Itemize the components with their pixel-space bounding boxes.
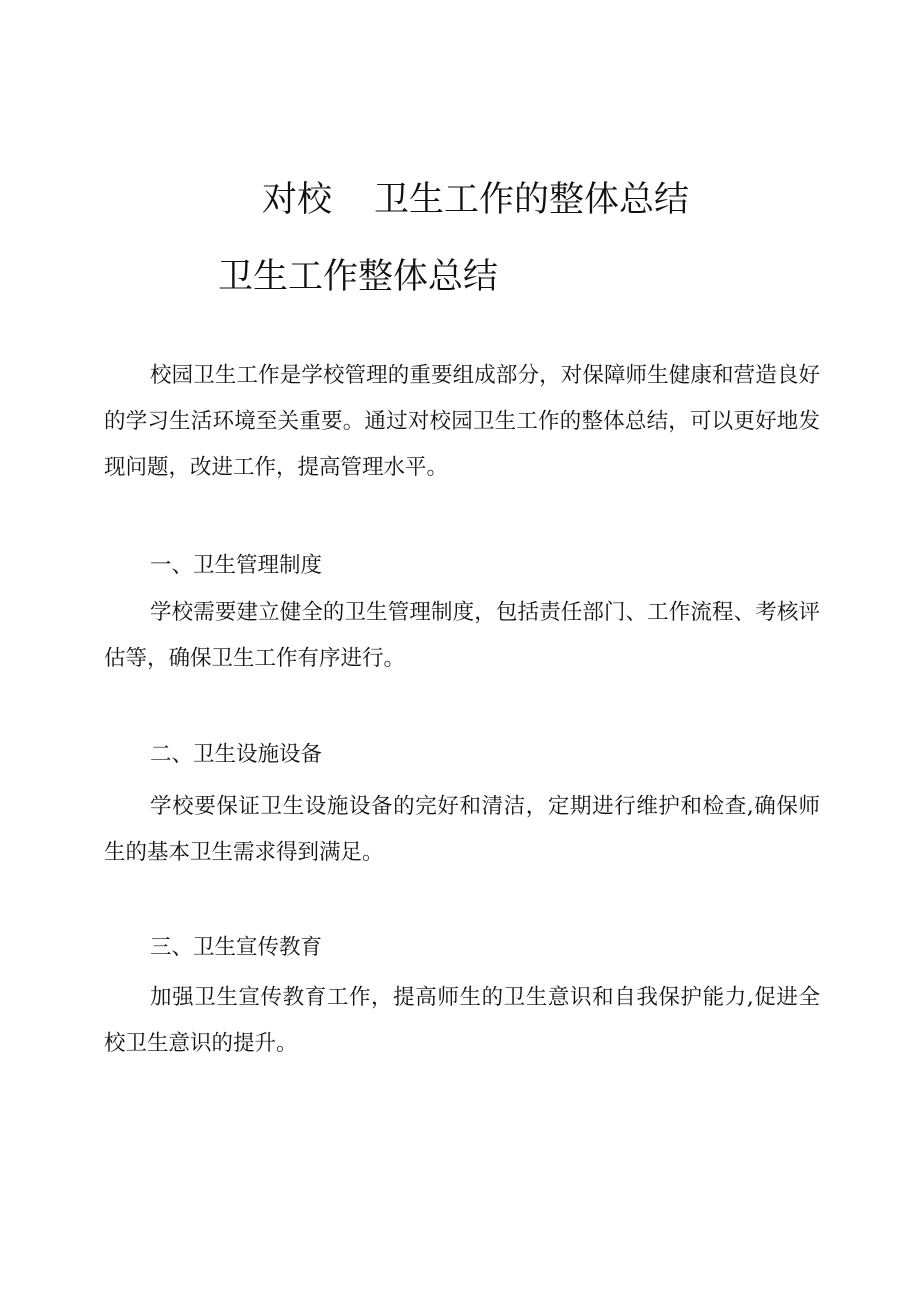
section-heading-education: 三、卫生宣传教育	[150, 935, 323, 960]
section-body-education: 加强卫生宣传教育工作，提高师生的卫生意识和自我保护能力,促进全校卫生意识的提升。	[104, 985, 820, 1056]
section-body-management: 学校需要建立健全的卫生管理制度，包括责任部门、工作流程、考核评估等，确保卫生工作有序进行。	[104, 600, 820, 671]
document-title	[262, 176, 689, 224]
document-title-part1: 对校	[262, 180, 333, 220]
document-title-part2: 卫生工作的整体总结	[374, 180, 690, 220]
intro-paragraph: 校园卫生工作是学校管理的重要组成部分，对保障师生健康和营造良好的学习生活环境至关重要。通过对校园卫生工作的整体总结，可以更好地发现问题，改进工作，提高管理水平。	[104, 363, 820, 480]
document-subtitle: 卫生工作整体总结	[218, 257, 499, 297]
section-heading-facilities: 二、卫生设施设备	[150, 742, 323, 767]
section-heading-management: 一、卫生管理制度	[150, 553, 323, 578]
section-body-facilities: 学校要保证卫生设施设备的完好和清洁，定期进行维护和检查,确保师生的基本卫生需求得到满足。	[104, 794, 820, 865]
